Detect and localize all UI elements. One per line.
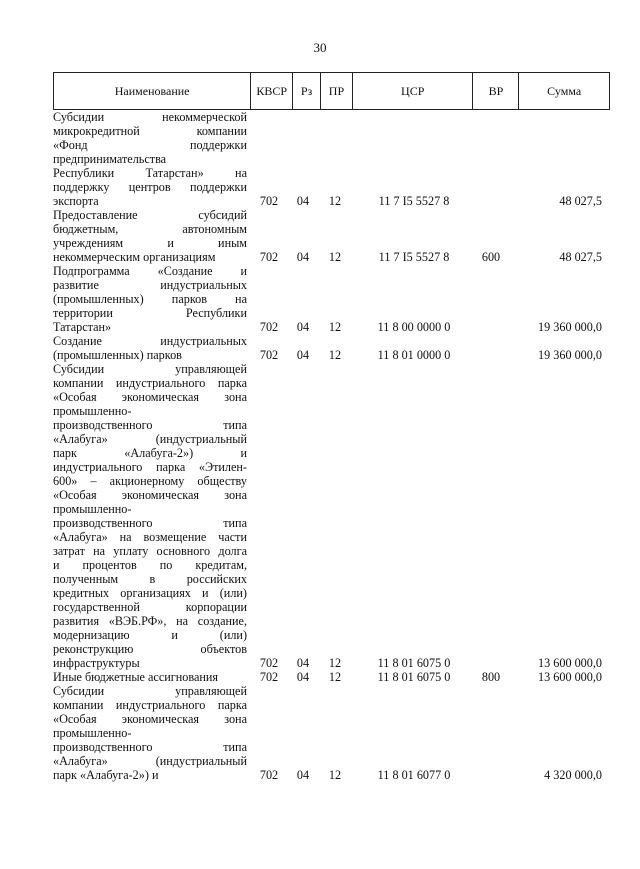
header-pr: ПР	[320, 73, 352, 109]
row-name-line: индустриального парка «Этилен-	[53, 460, 247, 474]
row-name	[53, 110, 250, 208]
row-kvsr: 702	[259, 250, 279, 264]
row-vr: 600	[481, 250, 501, 264]
table-header	[53, 72, 610, 110]
row-csr: 11 8 01 6077 0	[377, 768, 451, 782]
row-name-line: инфраструктуры	[53, 656, 140, 670]
table-body	[53, 110, 610, 782]
row-name-line: развития «ВЭБ.РФ», на создание,	[53, 614, 247, 628]
row-name	[53, 334, 250, 362]
table-row	[53, 670, 610, 684]
row-csr: 11 7 I5 5527 8	[378, 250, 450, 264]
row-csr: 11 7 I5 5527 8	[378, 194, 450, 208]
row-name-line: поддержку центров поддержки	[53, 180, 247, 194]
row-name-line: производственного типа	[53, 516, 247, 530]
row-sum: 19 360 000,0	[538, 320, 602, 334]
row-name-line: территории Республики	[53, 306, 247, 320]
row-name-line: учреждениям и иным	[53, 236, 247, 250]
row-name-line: парк «Алабуга-2») и	[53, 768, 159, 782]
row-name-line: экспорта	[53, 194, 99, 208]
row-sum: 13 600 000,0	[538, 670, 602, 684]
row-name-line: Иные бюджетные ассигнования	[53, 670, 219, 684]
row-name-line: 600» – акционерному обществу	[53, 474, 247, 488]
row-rz: 04	[296, 670, 310, 684]
row-csr: 11 8 01 6075 0	[377, 656, 451, 670]
row-csr: 11 8 01 6075 0	[377, 670, 451, 684]
header-vr: ВР	[472, 73, 518, 109]
row-name-line: «Фонд поддержки	[53, 138, 247, 152]
row-name-line: Татарстан»	[53, 320, 112, 334]
row-name	[53, 670, 250, 684]
row-vr: 800	[481, 670, 501, 684]
table-row	[53, 110, 610, 208]
row-kvsr: 702	[259, 656, 279, 670]
row-name-line: (промышленных) парков на	[53, 292, 247, 306]
row-kvsr: 702	[259, 194, 279, 208]
row-kvsr: 702	[259, 348, 279, 362]
row-name-line: реконструкцию объектов	[53, 642, 247, 656]
row-name-line: микрокредитной компании	[53, 124, 247, 138]
row-pr: 12	[328, 250, 342, 264]
row-csr: 11 8 01 0000 0	[377, 348, 451, 362]
row-name	[53, 362, 250, 670]
header-name: Наименование	[114, 83, 190, 98]
page-number: 30	[313, 40, 327, 55]
row-name	[53, 264, 250, 334]
row-name-line: производственного типа	[53, 740, 247, 754]
row-name-line: Субсидии управляющей	[53, 684, 247, 698]
row-kvsr: 702	[259, 320, 279, 334]
row-rz: 04	[296, 656, 310, 670]
row-name-line: Создание индустриальных	[53, 334, 247, 348]
table-row	[53, 334, 610, 362]
row-pr: 12	[328, 670, 342, 684]
row-sum: 19 360 000,0	[538, 348, 602, 362]
table-row	[53, 684, 610, 782]
row-name-line: полученным в российских	[53, 572, 247, 586]
row-name-line: затрат на уплату основного долга	[53, 544, 247, 558]
row-name-line: промышленно-	[53, 726, 132, 740]
row-name-line: Подпрограмма «Создание и	[53, 264, 247, 278]
row-sum: 48 027,5	[559, 194, 602, 208]
row-name-line: и процентов по кредитам,	[53, 558, 247, 572]
row-name-line: «Особая экономическая зона	[53, 390, 247, 404]
row-sum: 4 320 000,0	[544, 768, 602, 782]
row-rz: 04	[296, 768, 310, 782]
row-name-line: «Особая экономическая зона	[53, 488, 247, 502]
row-sum: 48 027,5	[559, 250, 602, 264]
row-pr: 12	[328, 348, 342, 362]
table-row	[53, 208, 610, 264]
table-row	[53, 362, 610, 670]
row-name-line: бюджетным, автономным	[53, 222, 247, 236]
row-name-line: «Алабуга» (индустриальный	[53, 432, 247, 446]
row-name	[53, 684, 250, 782]
row-name-line: развитие индустриальных	[53, 278, 247, 292]
row-name-line: промышленно-	[53, 502, 132, 516]
row-name-line: Субсидии некоммерческой	[53, 110, 247, 124]
row-name-line: производственного типа	[53, 418, 247, 432]
row-pr: 12	[328, 656, 342, 670]
row-name	[53, 208, 250, 264]
row-rz: 04	[296, 320, 310, 334]
row-csr: 11 8 00 0000 0	[377, 320, 451, 334]
row-sum: 13 600 000,0	[538, 656, 602, 670]
row-name-line: (промышленных) парков	[53, 348, 182, 362]
row-name-line: «Алабуга» (индустриальный	[53, 754, 247, 768]
row-kvsr: 702	[259, 670, 279, 684]
row-name-line: Республики Татарстан» на	[53, 166, 247, 180]
row-name-line: промышленно-	[53, 404, 132, 418]
row-name-line: государственной корпорации	[53, 600, 247, 614]
row-kvsr: 702	[259, 768, 279, 782]
row-pr: 12	[328, 194, 342, 208]
header-kvsr: КВСР	[250, 73, 292, 109]
row-name-line: Субсидии управляющей	[53, 362, 247, 376]
row-name-line: компании индустриального парка	[53, 376, 247, 390]
row-name-line: «Алабуга» на возмещение части	[53, 530, 247, 544]
row-name-line: кредитных организациях и (или)	[53, 586, 247, 600]
row-name-line: «Особая экономическая зона	[53, 712, 247, 726]
row-pr: 12	[328, 768, 342, 782]
header-rz: Рз	[292, 73, 320, 109]
row-name-line: парк «Алабуга-2») и	[53, 446, 247, 460]
header-csr: ЦСР	[352, 73, 473, 109]
row-rz: 04	[296, 348, 310, 362]
row-name-line: Предоставление субсидий	[53, 208, 247, 222]
header-sum: Сумма	[518, 73, 609, 109]
row-name-line: предпринимательства	[53, 152, 167, 166]
row-name-line: некоммерческим организациям	[53, 250, 216, 264]
table-row	[53, 264, 610, 334]
row-name-line: модернизацию и (или)	[53, 628, 247, 642]
row-name-line: компании индустриального парка	[53, 698, 247, 712]
row-pr: 12	[328, 320, 342, 334]
row-rz: 04	[296, 194, 310, 208]
row-rz: 04	[296, 250, 310, 264]
